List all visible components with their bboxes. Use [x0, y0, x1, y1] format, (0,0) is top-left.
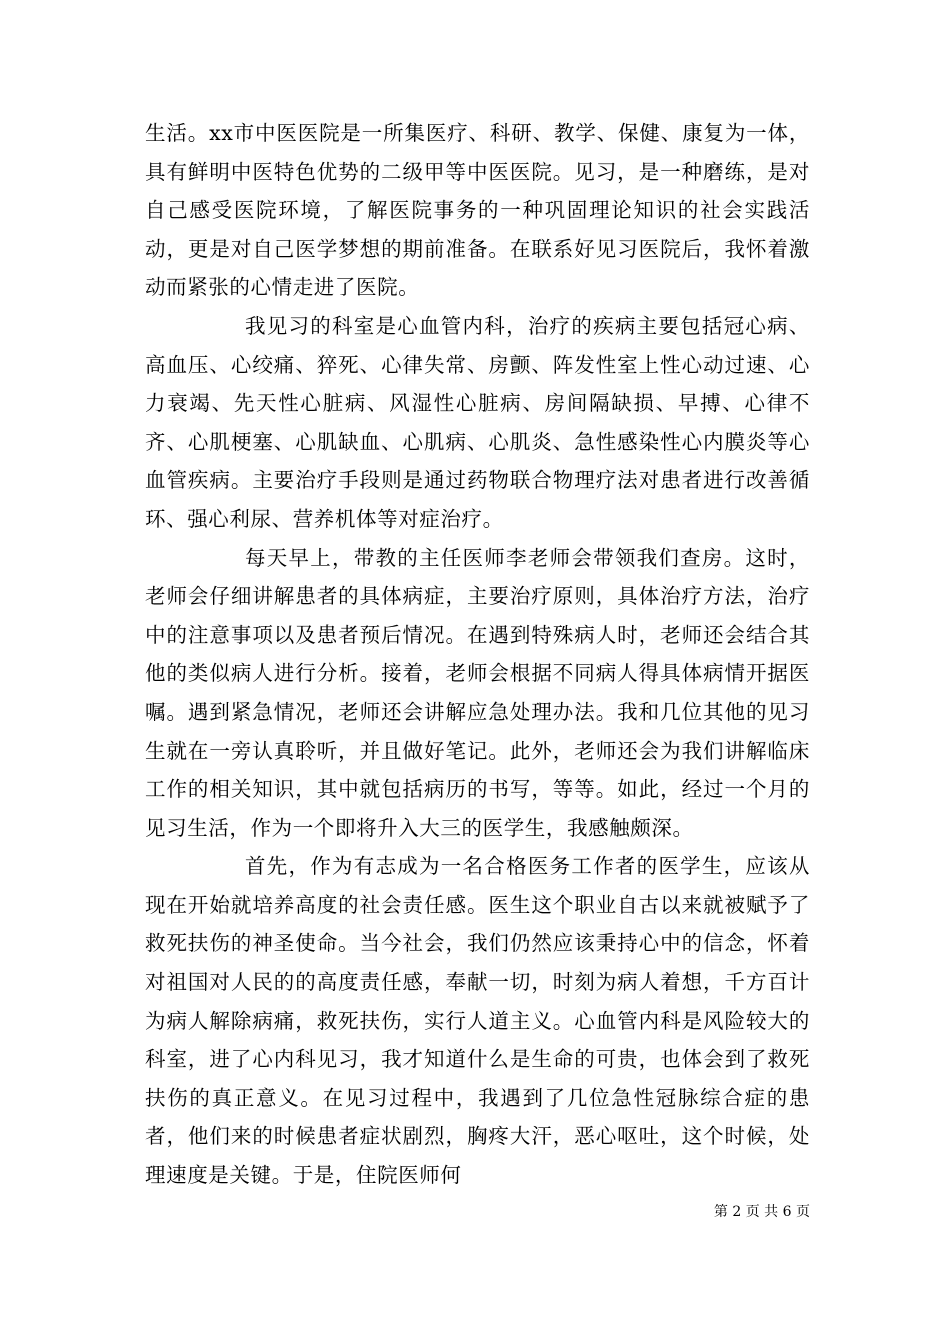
paragraph-responsibility: 首先，作为有志成为一名合格医务工作者的医学生，应该从现在开始就培养高度的社会责任感。医生这个职业自古以来就被赋予了救死扶伤的神圣使命。当今社会，我们仍然应该秉持心中的信念，怀着对祖国对人民的的高度责任感，奉献一切，时刻为病人着想，千方百计为病人解除病痛，救死扶伤，实行人道主义。心血管内科是风险较大的科室，进了心内科见习，我才知道什么是生命的可贵，也体会到了救死扶伤的真正意义。在见习过程中，我遇到了几位急性冠脉综合症的患者，他们来的时候患者症状剧烈，胸疼大汗，恶心呕吐，这个时候，处理速度是关键。于是，住院医师何	[145, 854, 810, 1188]
page-number: 第 2 页 共 6 页	[713, 1204, 810, 1220]
paragraph-ward-rounds: 每天早上，带教的主任医师李老师会带领我们查房。这时，老师会仔细讲解患者的具体病症，主要治疗原则，具体治疗方法，治疗中的注意事项以及患者预后情况。在遇到特殊病人时，老师还会结合其他的类似病人进行分析。接着，老师会根据不同病人得具体病情开据医嘱。遇到紧急情况，老师还会讲解应急处理办法。我和几位其他的见习生就在一旁认真聆听，并且做好笔记。此外，老师还会为我们讲解临床工作的相关知识，其中就包括病历的书写，等等。如此，经过一个月的见习生活，作为一个即将升入大三的医学生，我感触颇深。	[145, 545, 810, 840]
body-text	[145, 114, 810, 1195]
paragraph-continuation: 生活。xx市中医医院是一所集医疗、科研、教学、保健、康复为一体，具有鲜明中医特色优势的二级甲等中医医院。见习，是一种磨练，是对自己感受医院环境，了解医院事务的一种巩固理论知识的社会实践活动，更是对自己医学梦想的期前准备。在联系好见习医院后，我怀着激动而紧张的心情走进了医院。	[145, 121, 810, 300]
paragraph-department: 我见习的科室是心血管内科，治疗的疾病主要包括冠心病、高血压、心绞痛、猝死、心律失常、房颤、阵发性室上性心动过速、心力衰竭、先天性心脏病、风湿性心脏病、房间隔缺损、早搏、心律不齐、心肌梗塞、心肌缺血、心肌病、心肌炎、急性感染性心内膜炎等心血管疾病。主要治疗手段则是通过药物联合物理疗法对患者进行改善循环、强心利尿、营养机体等对症治疗。	[145, 313, 810, 531]
